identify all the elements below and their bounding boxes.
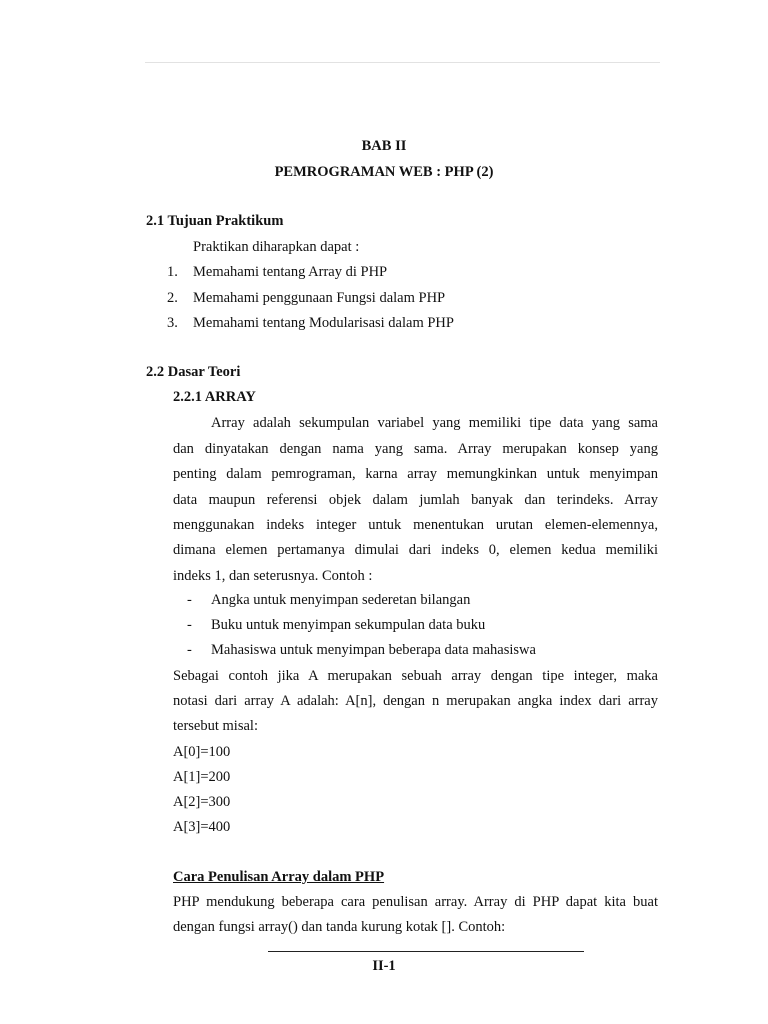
chapter-label: BAB II bbox=[361, 138, 407, 154]
paragraph-line: indeks 1, dan seterusnya. Contoh : bbox=[173, 568, 373, 584]
bullet-dash: - bbox=[187, 592, 192, 608]
paragraph-line: PHP mendukung beberapa cara penulisan array. Array di PHP dapat kita buat bbox=[173, 894, 658, 910]
tujuan-intro: Praktikan diharapkan dapat : bbox=[193, 239, 360, 255]
page-number: II-1 bbox=[372, 958, 396, 974]
cara-penulisan-heading: Cara Penulisan Array dalam PHP bbox=[173, 869, 385, 885]
array-example: A[1]=200 bbox=[173, 769, 231, 785]
bullet-item: Angka untuk menyimpan sederetan bilangan bbox=[211, 592, 471, 608]
list-item: Memahami tentang Modularisasi dalam PHP bbox=[193, 315, 454, 331]
paragraph-line: dan dinyatakan dengan nama yang sama. Array merupakan konsep yang bbox=[173, 441, 658, 457]
list-item: Memahami tentang Array di PHP bbox=[193, 264, 388, 280]
list-number: 1. bbox=[167, 264, 178, 280]
section-heading-tujuan: 2.1 Tujuan Praktikum bbox=[146, 213, 284, 229]
array-example: A[2]=300 bbox=[173, 794, 231, 810]
section-heading-dasar-teori: 2.2 Dasar Teori bbox=[146, 364, 241, 380]
top-divider bbox=[145, 62, 660, 63]
paragraph-line: menggunakan indeks integer untuk menentukan urutan elemen-elemennya, bbox=[173, 517, 658, 533]
bullet-dash: - bbox=[187, 617, 192, 633]
paragraph-line: dimana elemen pertamanya dimulai dari indeks 0, elemen kedua memiliki bbox=[173, 542, 658, 558]
paragraph-line: dengan fungsi array() dan tanda kurung kotak []. Contoh: bbox=[173, 919, 506, 935]
paragraph-line: tersebut misal: bbox=[173, 718, 258, 734]
bullet-item: Mahasiswa untuk menyimpan beberapa data mahasiswa bbox=[211, 642, 536, 658]
array-example: A[0]=100 bbox=[173, 744, 231, 760]
paragraph-line: data maupun referensi objek dalam jumlah banyak dan terindeks. Array bbox=[173, 492, 658, 508]
array-example: A[3]=400 bbox=[173, 819, 231, 835]
subsection-heading-array: 2.2.1 ARRAY bbox=[173, 389, 256, 405]
paragraph-line: Array adalah sekumpulan variabel yang memiliki tipe data yang sama bbox=[211, 415, 658, 431]
paragraph-line: Sebagai contoh jika A merupakan sebuah array dengan tipe integer, maka bbox=[173, 668, 658, 684]
list-number: 3. bbox=[167, 315, 178, 331]
bullet-item: Buku untuk menyimpan sekumpulan data buku bbox=[211, 617, 486, 633]
bullet-dash: - bbox=[187, 642, 192, 658]
list-item: Memahami penggunaan Fungsi dalam PHP bbox=[193, 290, 446, 306]
footer-divider bbox=[268, 951, 584, 952]
paragraph-line: penting dalam pemrograman, karna array memungkinkan untuk menyimpan bbox=[173, 466, 658, 482]
chapter-title: PEMROGRAMAN WEB : PHP (2) bbox=[274, 164, 494, 180]
list-number: 2. bbox=[167, 290, 178, 306]
paragraph-line: notasi dari array A adalah: A[n], dengan n merupakan angka index dari array bbox=[173, 693, 658, 709]
